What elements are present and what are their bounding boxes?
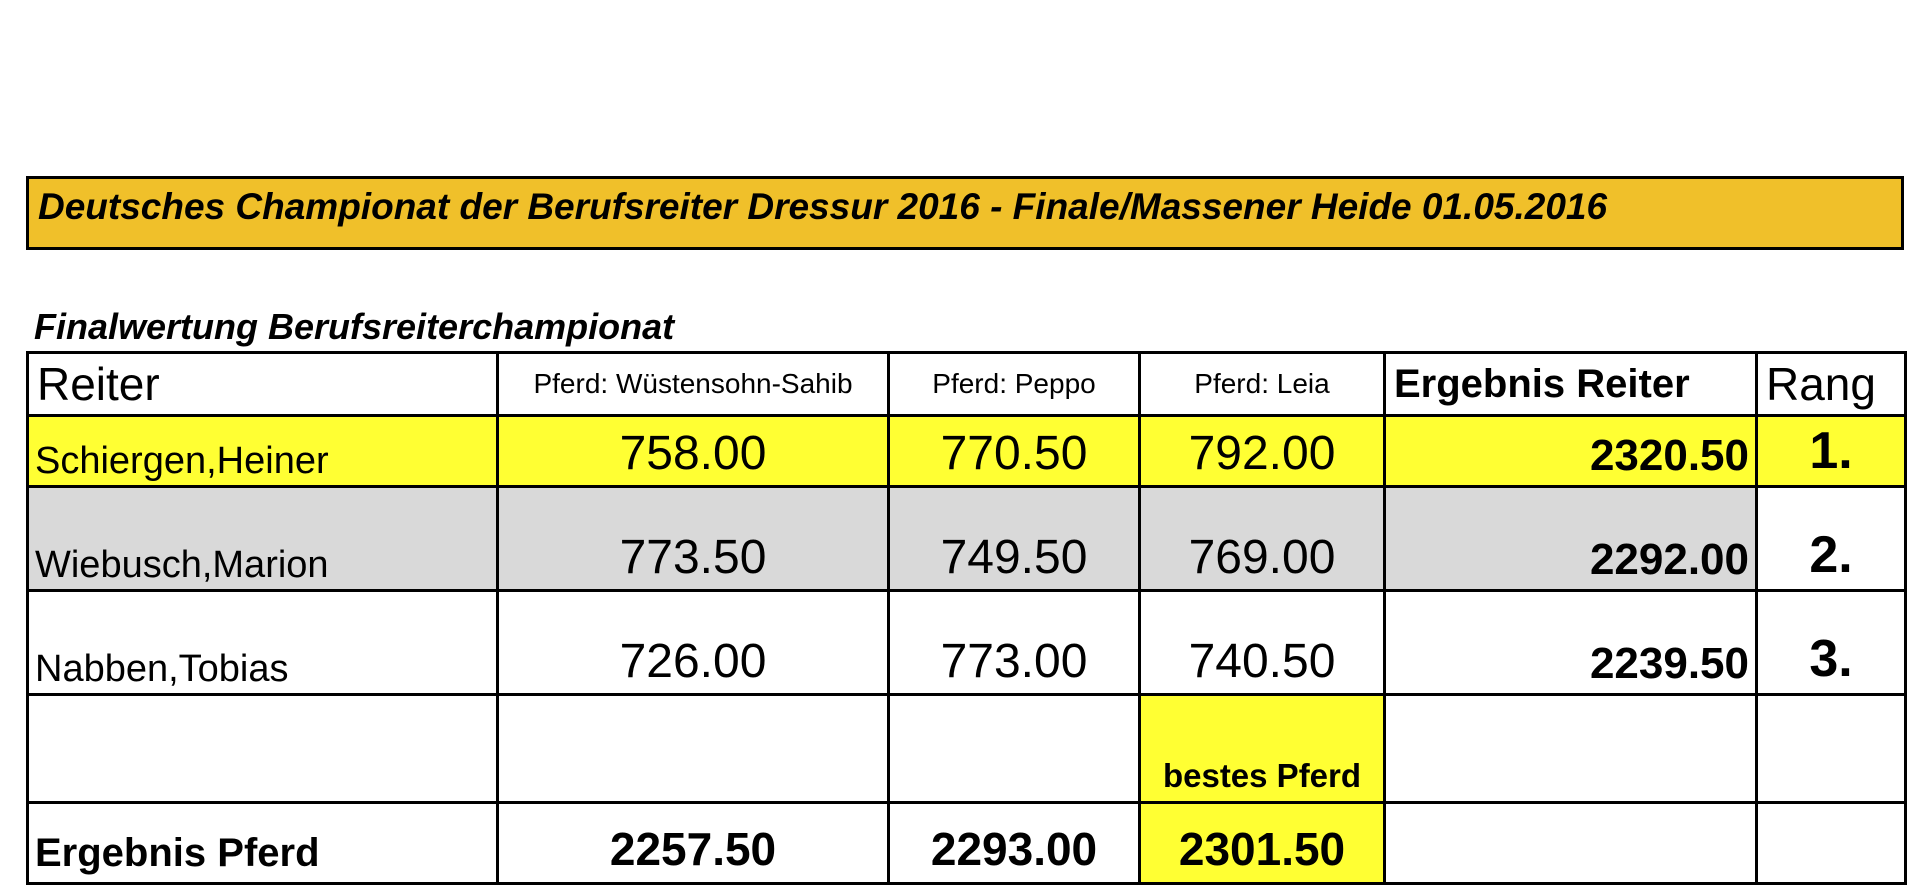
rider-score: 773.50 xyxy=(498,487,889,591)
header-row xyxy=(28,353,1906,416)
empty-cell xyxy=(1385,695,1757,803)
footer-label: Ergebnis Pferd xyxy=(28,803,498,884)
best-horse-label: bestes Pferd xyxy=(1140,695,1385,803)
horse-total: 2257.50 xyxy=(498,803,889,884)
rider-score: 769.00 xyxy=(1140,487,1385,591)
header-horse-2: Pferd: Peppo xyxy=(889,353,1140,416)
header-horse-1: Pferd: Wüstensohn-Sahib xyxy=(498,353,889,416)
empty-cell xyxy=(1757,695,1906,803)
rider-name: Schiergen,Heiner xyxy=(28,416,498,487)
horse-total-best: 2301.50 xyxy=(1140,803,1385,884)
rider-score: 758.00 xyxy=(498,416,889,487)
header-horse-3: Pferd: Leia xyxy=(1140,353,1385,416)
rider-rank: 1. xyxy=(1757,416,1906,487)
results-table xyxy=(26,351,1907,885)
header-ergebnis-reiter: Ergebnis Reiter xyxy=(1385,353,1757,416)
table-subtitle: Finalwertung Berufsreiterchampionat xyxy=(34,306,675,347)
rider-score: 749.50 xyxy=(889,487,1140,591)
table-row xyxy=(28,591,1906,695)
header-rang: Rang xyxy=(1757,353,1906,416)
footer-row xyxy=(28,803,1906,884)
rider-score: 792.00 xyxy=(1140,416,1385,487)
empty-cell xyxy=(889,695,1140,803)
rider-total: 2239.50 xyxy=(1385,591,1757,695)
table-row xyxy=(28,487,1906,591)
rider-name: Nabben,Tobias xyxy=(28,591,498,695)
empty-cell xyxy=(1757,803,1906,884)
rider-rank: 3. xyxy=(1757,591,1906,695)
empty-cell xyxy=(28,695,498,803)
rider-score: 726.00 xyxy=(498,591,889,695)
spacer-row xyxy=(28,695,1906,803)
rider-score: 740.50 xyxy=(1140,591,1385,695)
page-title: Deutsches Championat der Berufsreiter Dressur 2016 - Finale/Massener Heide 01.05.2016 xyxy=(38,186,1608,227)
empty-cell xyxy=(498,695,889,803)
rider-rank: 2. xyxy=(1757,487,1906,591)
table-row xyxy=(28,416,1906,487)
rider-score: 773.00 xyxy=(889,591,1140,695)
title-banner xyxy=(26,176,1904,250)
header-reiter: Reiter xyxy=(28,353,498,416)
rider-name: Wiebusch,Marion xyxy=(28,487,498,591)
rider-total: 2320.50 xyxy=(1385,416,1757,487)
empty-cell xyxy=(1385,803,1757,884)
horse-total: 2293.00 xyxy=(889,803,1140,884)
rider-total: 2292.00 xyxy=(1385,487,1757,591)
rider-score: 770.50 xyxy=(889,416,1140,487)
